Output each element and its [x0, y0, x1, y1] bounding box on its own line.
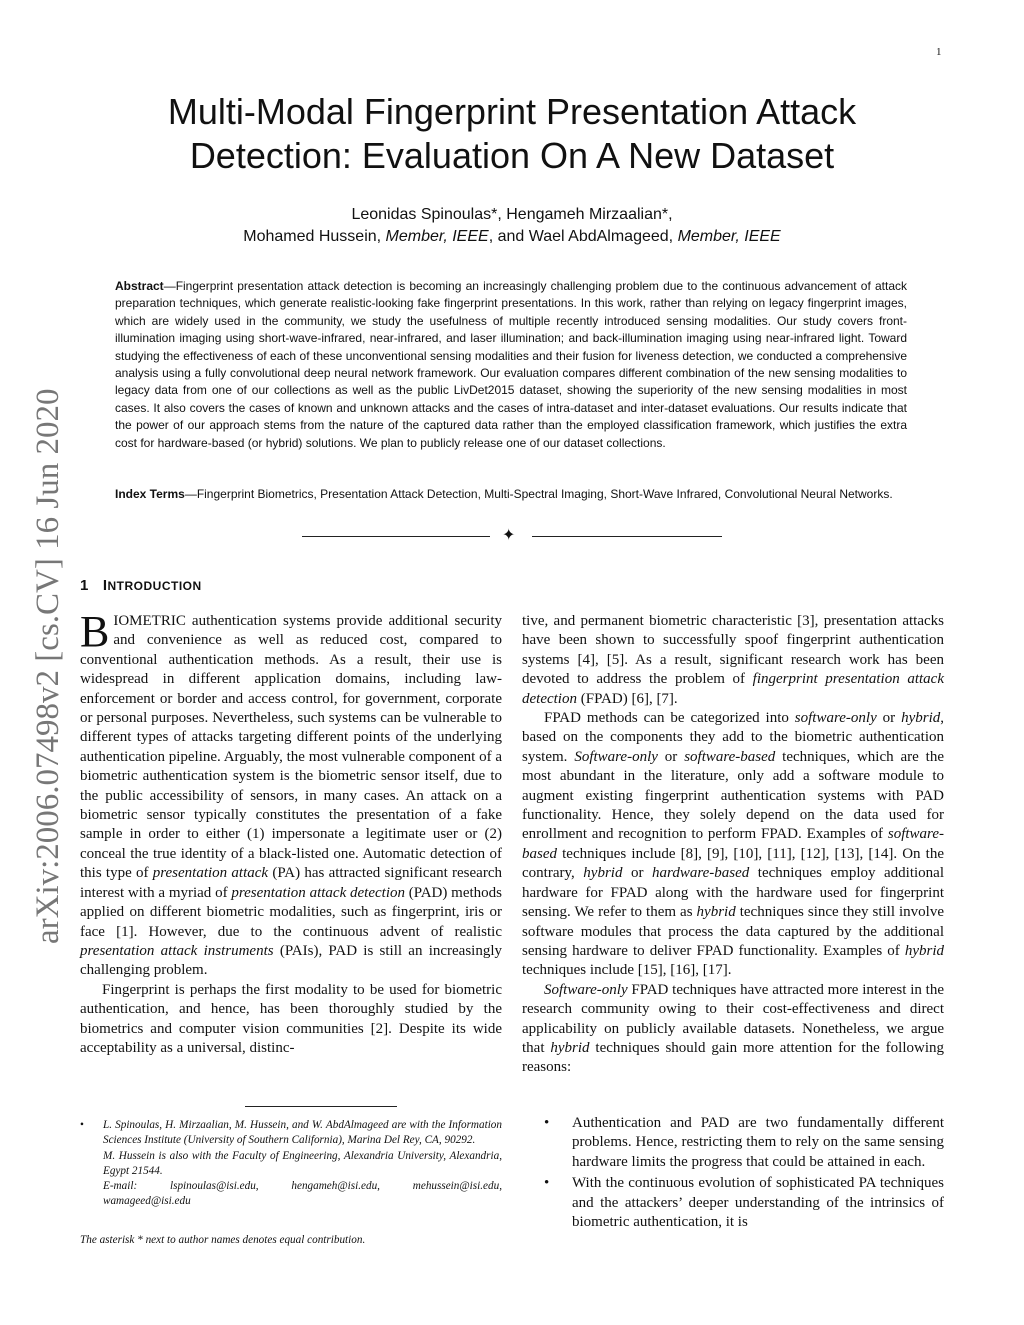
- footnote-line: L. Spinoulas, H. Mirzaalian, M. Hussein, and W. AbdAlmageed are with the Information Sciences Institute (University of Southern California), Marina Del Rey, CA, 90292.: [103, 1119, 502, 1147]
- text: techniques, which are the most abundant in the literature, only add a software module to augment existing fingerprint authentication systems with PAD functionality. Hence, they solely depend on the data used for enrollment and recognition to perform FPAD. Examples of: [522, 748, 945, 843]
- section-title-rest: NTRODUCTION: [107, 579, 202, 593]
- author-name: , and Wael AbdAlmageed,: [488, 228, 674, 245]
- text: techniques since they still involve software modules that process the data captured by the additional sensing hardware to deliver FPAD functionality. Examples of: [522, 904, 944, 959]
- bullet-icon: •: [80, 1119, 84, 1131]
- abstract-label: Abstract: [115, 279, 164, 293]
- emphasis: presentation attack: [152, 865, 269, 882]
- paragraph: [522, 612, 944, 709]
- reasons-list: [522, 1114, 944, 1234]
- paragraph: [522, 709, 944, 981]
- author-name: Mohamed Hussein,: [243, 228, 382, 245]
- divider-star-icon: ✦: [502, 527, 516, 544]
- index-terms: [115, 486, 907, 503]
- index-terms-text: —Fingerprint Biometrics, Presentation Attack Detection, Multi-Spectral Imaging, Short-Wave Infrared, Convolutional Neural Networks.: [184, 487, 893, 501]
- section-heading: [80, 577, 202, 594]
- paragraph: [522, 981, 944, 1078]
- emphasis: hybrid: [583, 865, 623, 882]
- footnote-email: E-mail: lspinoulas@isi.edu, hengameh@isi.edu, mehussein@isi.edu, wamageed@isi.edu: [103, 1180, 502, 1208]
- right-column: [522, 612, 944, 1078]
- authors-line-2: [0, 226, 1024, 248]
- text: or: [657, 748, 685, 765]
- emphasis: hybrid: [901, 710, 941, 727]
- text: FPAD methods can be categorized into: [544, 710, 795, 727]
- author-list: [0, 204, 1024, 248]
- abstract: [115, 278, 907, 452]
- equal-contribution-note: The asterisk * next to author names denotes equal contribution.: [80, 1234, 366, 1246]
- emphasis: presentation attack instruments: [80, 942, 274, 959]
- bullet-icon: •: [544, 1115, 550, 1131]
- list-item-text: Authentication and PAD are two fundamentally different problems. Hence, restricting them to rely on the same sensing hardware limits the progress that could be attained in each.: [572, 1115, 944, 1170]
- text: (PAIs), PAD is still an increasingly challenging problem.: [80, 942, 502, 979]
- text: techniques employ additional hardware for FPAD along with the hardware used for fingerprint sensing. We refer to them as: [522, 865, 945, 921]
- text: (PA) has attracted significant research interest with a myriad of: [80, 865, 502, 901]
- emphasis: Software-only: [574, 748, 658, 765]
- section-initial: I: [102, 577, 108, 594]
- text: techniques include [8], [9], [10], [11], [12], [13], [14]. On the contrary,: [522, 845, 944, 882]
- emphasis: software-only: [794, 710, 877, 727]
- text: or: [622, 865, 653, 882]
- list-item-text: With the continuous evolution of sophisticated PA techniques and the attackers’ deeper understanding of the intrinsics of biometric authentication, it is: [572, 1175, 944, 1231]
- text: (FPAD) [6], [7].: [576, 690, 678, 707]
- author-affiliation-footnote: [80, 1118, 502, 1210]
- emphasis: presentation attack detection: [231, 884, 405, 901]
- paper-title: [0, 90, 1024, 178]
- title-line-1: Multi-Modal Fingerprint Presentation Attack: [167, 91, 857, 132]
- list-item: [522, 1174, 944, 1232]
- emphasis: fingerprint presentation attack detection: [522, 671, 944, 707]
- emphasis: software-based: [522, 826, 944, 862]
- left-column: [80, 607, 502, 1058]
- divider-rule-left: [302, 536, 490, 537]
- text: or: [876, 710, 902, 727]
- arxiv-stamp: arXiv:2006.07498v2 [cs.CV] 16 Jun 2020: [30, 388, 66, 944]
- section-divider: [302, 528, 722, 546]
- text: authentication systems provide additional security and convenience as well as reduced cost, compared to conventional authentication methods. As a result, their use is widespread in different application domains, including law-enforcement or border and access control, for government, corporate or personal purposes. Nevertheless, such systems can be vulnerable to different types of attacks targeting different points of the underlying authentication pipeline. Arguably, the most vulnerable component of a biometric authentication system is the biometric sensor itself, due to the public accessibility of sensors, in many cases. An attack on a biometric sensor typically constitutes the presentation of a fake sample in order to either (1) impersonate a legitimate user or (2) conceal the true identity of a black-listed one. Automatic detection of this type of: [80, 613, 502, 882]
- emphasis: software-based: [684, 748, 776, 765]
- text: , based on the components they add to the biometric authentication system.: [522, 710, 945, 765]
- list-item: [522, 1114, 944, 1172]
- footnote-rule: [245, 1106, 397, 1107]
- author-membership: Member, IEEE: [677, 228, 781, 245]
- emphasis: Software-only: [544, 981, 628, 998]
- authors-line-1: Leonidas Spinoulas*, Hengameh Mirzaalian*,: [351, 206, 673, 223]
- title-line-2: Detection: Evaluation On A New Dataset: [189, 135, 835, 176]
- paragraph: [80, 607, 502, 981]
- text: (PAD) methods applied on different biometric modalities, such as fingerprint, iris or face [1]. However, due to the continuous advent of realistic: [80, 884, 502, 940]
- page-number: 1: [936, 46, 942, 58]
- emphasis: hybrid: [550, 1039, 590, 1056]
- abstract-text: —Fingerprint presentation attack detection is becoming an increasingly challenging problem due to the continuous advancement of attack preparation techniques, which generate realistic-looking fake fingerprint presentations. In this work, rather than relying on legacy fingerprint images, which are widely used in the community, we study the usefulness of multiple recently introduced sensing modalities. Our study covers front-illumination imaging using short-wave-infrared, near-infrared, and laser illumination; and back-illumination imaging using near-infrared light. Toward studying the effectiveness of each of these unconventional sensing modalities and their fusion for liveness detection, we conducted a comprehensive analysis using a fully convolutional deep neural network framework. Our evaluation compares different combination of the new sensing modalities to legacy data from one of our collections as well as the public LivDet2015 dataset, showing the superiority of the new sensing modalities in most cases. It also covers the cases of known and unknown attacks and the cases of intra-dataset and inter-dataset evaluations. Our results indicate that the power of our approach stems from the nature of the captured data rather than the employed classification framework, which justifies the extra cost for hardware-based (or hybrid) solutions. We plan to publicly release one of our dataset collections.: [115, 279, 907, 450]
- emphasis: hybrid: [904, 942, 944, 959]
- divider-rule-right: [532, 536, 722, 537]
- smallcaps-word: IOMETRIC: [113, 613, 186, 629]
- drop-cap: B: [80, 607, 110, 656]
- bullet-icon: •: [544, 1175, 550, 1192]
- author-membership: Member, IEEE: [385, 228, 489, 245]
- footnote-line: M. Hussein is also with the Faculty of Engineering, Alexandria University, Alexandria, Egypt 21544.: [103, 1149, 502, 1177]
- section-number: 1: [80, 577, 89, 594]
- text: techniques should gain more attention for the following reasons:: [522, 1039, 944, 1076]
- emphasis: hardware-based: [652, 865, 750, 882]
- emphasis: hybrid: [696, 904, 736, 921]
- footnote-body: [103, 1118, 502, 1210]
- text: FPAD techniques have attracted more interest in the research community owing to their cost-effectiveness and direct applicability on publicly available datasets. Nonetheless, we argue that: [522, 981, 944, 1056]
- text: techniques include [15], [16], [17].: [522, 962, 732, 979]
- index-terms-label: Index Terms: [115, 487, 185, 501]
- paragraph: Fingerprint is perhaps the first modality to be used for biometric authentication, and hence, has been thoroughly studied by the biometrics and computer vision communities [2]. Despite its wide acceptability as a universal, distinc-: [80, 981, 502, 1056]
- text: tive, and permanent biometric characteristic [3], presentation attacks have been shown to successfully spoof fingerprint authentication systems [4], [5]. As a result, significant research work has been devoted to address the problem of: [522, 613, 944, 688]
